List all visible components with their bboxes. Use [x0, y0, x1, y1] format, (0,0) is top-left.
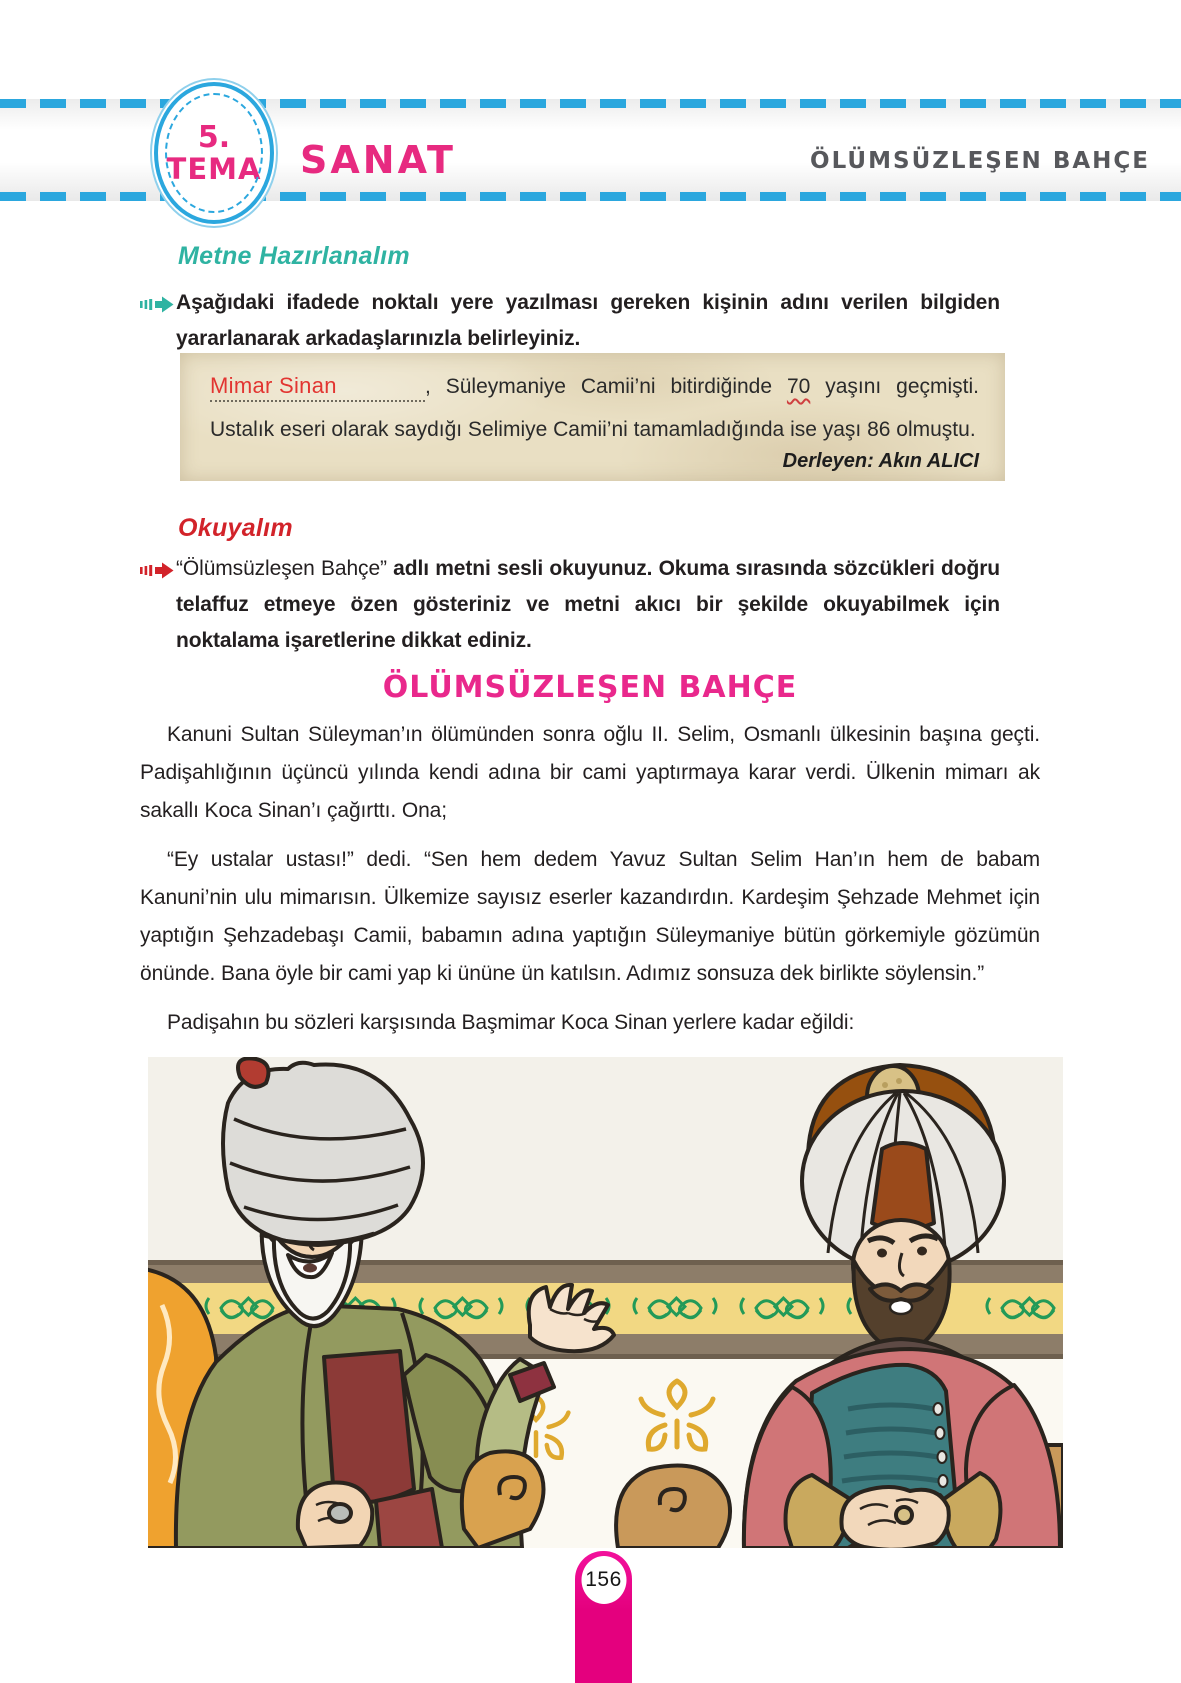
story-title: ÖLÜMSÜZLEŞEN BAHÇE — [382, 670, 798, 705]
fill-in-sentence — [210, 365, 979, 451]
running-head-title: ÖLÜMSÜZLEŞEN BAHÇE — [810, 148, 1150, 174]
fill-in-blank[interactable] — [210, 373, 425, 402]
page-number-ribbon — [575, 1551, 632, 1683]
arrow-bullet-icon — [140, 292, 176, 321]
page-number-circle — [581, 1556, 626, 1604]
text-title-quote: “Ölümsüzleşen Bahçe” — [176, 557, 387, 580]
instruction-rest: adlı metni sesli okuyunuz. Okuma sırasında sözcükleri doğru telaffuz etmeye özen gösteriniz ve metni akıcı bir şekilde okuyabilmek için noktalama işaretlerine dikkat ediniz. — [176, 557, 1001, 652]
lesson-title: SANAT — [300, 138, 456, 182]
story-paragraph: Padişahın bu sözleri karşısında Başmimar Koca Sinan yerlere kadar eğildi: — [167, 1011, 855, 1034]
page-number: 156 — [585, 1568, 622, 1591]
instruction-text-read — [176, 551, 1000, 659]
arrow-bullet-icon — [140, 558, 176, 587]
sentence-part-2: yaşını geçmişti. Ustalık eseri olarak saydığı Selimiye Camii’ni tamamladığında ise yaşı 86 olmuştu. — [210, 375, 979, 441]
age-value: 70 — [786, 375, 811, 398]
theme-number: 5. — [197, 120, 231, 156]
sentence-part-1: , Süleymaniye Camii’ni bitirdiğinde — [425, 375, 787, 398]
instruction-item-prepare — [140, 285, 1000, 357]
section-heading-prepare: Metne Hazırlanalım — [178, 242, 410, 270]
fill-in-answer: Mimar Sinan — [210, 373, 337, 398]
section-heading-read: Okuyalım — [178, 514, 293, 542]
attribution: Derleyen: Akın ALICI — [782, 450, 979, 472]
instruction-item-read — [140, 551, 1000, 659]
theme-badge — [154, 82, 274, 224]
instruction-text-prepare: Aşağıdaki ifadede noktalı yere yazılması gereken kişinin adını verilen bilgiden yararlanarak arkadaşlarınızla belirleyiniz. — [176, 291, 1000, 350]
story-paragraph: Kanuni Sultan Süleyman’ın ölümünden sonra oğlu II. Selim, Osmanlı ülkesinin başına geçti. Padişahlığının üçüncü yılında kendi adına bir cami yaptırmaya karar verdi. Ülkenin mimarı ak sakallı Koca Sinan’ı çağırttı. Ona; — [140, 723, 1040, 822]
theme-label: TEMA — [166, 151, 262, 186]
story-body — [140, 716, 1040, 1053]
story-illustration — [148, 1057, 1063, 1548]
fill-in-box — [180, 353, 1005, 481]
story-paragraph: “Ey ustalar ustası!” dedi. “Sen hem dedem Yavuz Sultan Selim Han’ın hem de babam Kanuni’nin ulu mimarısın. Ülkemize sayısız eserler kazandırdın. Kardeşim Şehzade Mehmet için yaptığın Şehzadebaşı Camii, babamın adına yaptığın Süleymaniye bütün görkemiyle gözümün önünde. Bana öyle bir cami yap ki ününe ün katılsın. Adımız sonsuza dek birlikte söylensin.” — [140, 848, 1040, 985]
